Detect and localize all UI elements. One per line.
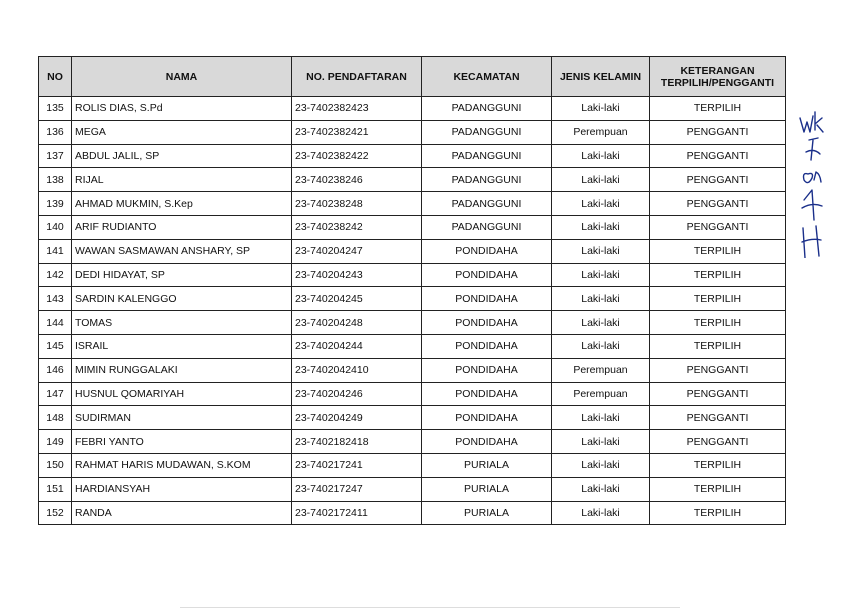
cell-no-pendaftaran: 23-740204246 xyxy=(292,382,422,406)
header-nama: NAMA xyxy=(72,57,292,97)
cell-no: 137 xyxy=(39,144,72,168)
table-row xyxy=(39,334,786,358)
cell-keterangan: TERPILIH xyxy=(650,311,786,335)
cell-no-pendaftaran: 23-7402382423 xyxy=(292,97,422,121)
cell-jenis-kelamin: Laki-laki xyxy=(552,97,650,121)
table-row xyxy=(39,287,786,311)
cell-no-pendaftaran: 23-740238242 xyxy=(292,215,422,239)
cell-no: 147 xyxy=(39,382,72,406)
cell-no: 144 xyxy=(39,311,72,335)
cell-jenis-kelamin: Laki-laki xyxy=(552,144,650,168)
cell-keterangan: TERPILIH xyxy=(650,501,786,525)
cell-kecamatan: PONDIDAHA xyxy=(422,287,552,311)
cell-keterangan: PENGGANTI xyxy=(650,120,786,144)
cell-jenis-kelamin: Laki-laki xyxy=(552,239,650,263)
cell-nama: FEBRI YANTO xyxy=(72,430,292,454)
cell-no-pendaftaran: 23-740204247 xyxy=(292,239,422,263)
cell-no: 151 xyxy=(39,477,72,501)
header-row xyxy=(39,57,786,97)
cell-no: 136 xyxy=(39,120,72,144)
cell-kecamatan: PADANGGUNI xyxy=(422,192,552,216)
cell-nama: RIJAL xyxy=(72,168,292,192)
handwritten-initials-signature xyxy=(796,108,826,258)
cell-nama: AHMAD MUKMIN, S.Kep xyxy=(72,192,292,216)
cell-no: 142 xyxy=(39,263,72,287)
cell-no-pendaftaran: 23-740204243 xyxy=(292,263,422,287)
cell-keterangan: TERPILIH xyxy=(650,334,786,358)
cell-kecamatan: PONDIDAHA xyxy=(422,311,552,335)
cell-nama: RAHMAT HARIS MUDAWAN, S.KOM xyxy=(72,453,292,477)
cell-keterangan: TERPILIH xyxy=(650,97,786,121)
cell-keterangan: PENGGANTI xyxy=(650,144,786,168)
cell-jenis-kelamin: Laki-laki xyxy=(552,287,650,311)
cell-jenis-kelamin: Laki-laki xyxy=(552,406,650,430)
cell-kecamatan: PONDIDAHA xyxy=(422,263,552,287)
cell-no: 140 xyxy=(39,215,72,239)
cell-jenis-kelamin: Laki-laki xyxy=(552,501,650,525)
cell-nama: DEDI HIDAYAT, SP xyxy=(72,263,292,287)
cell-nama: MIMIN RUNGGALAKI xyxy=(72,358,292,382)
cell-no-pendaftaran: 23-7402182418 xyxy=(292,430,422,454)
cell-jenis-kelamin: Laki-laki xyxy=(552,477,650,501)
table-row xyxy=(39,144,786,168)
table-body xyxy=(39,97,786,525)
cell-no-pendaftaran: 23-7402382421 xyxy=(292,120,422,144)
table-row xyxy=(39,406,786,430)
cell-jenis-kelamin: Perempuan xyxy=(552,382,650,406)
cell-no-pendaftaran: 23-740217241 xyxy=(292,453,422,477)
cell-keterangan: PENGGANTI xyxy=(650,406,786,430)
cell-jenis-kelamin: Laki-laki xyxy=(552,334,650,358)
cell-jenis-kelamin: Laki-laki xyxy=(552,263,650,287)
header-keterangan-line1: KETERANGAN xyxy=(680,64,755,77)
cell-jenis-kelamin: Laki-laki xyxy=(552,311,650,335)
table-row xyxy=(39,453,786,477)
table-row xyxy=(39,382,786,406)
cell-jenis-kelamin: Perempuan xyxy=(552,120,650,144)
cell-no-pendaftaran: 23-740204249 xyxy=(292,406,422,430)
cell-kecamatan: PONDIDAHA xyxy=(422,334,552,358)
cell-kecamatan: PONDIDAHA xyxy=(422,430,552,454)
cell-nama: SARDIN KALENGGO xyxy=(72,287,292,311)
cell-keterangan: PENGGANTI xyxy=(650,382,786,406)
cell-no: 141 xyxy=(39,239,72,263)
cell-no-pendaftaran: 23-740217247 xyxy=(292,477,422,501)
cell-keterangan: PENGGANTI xyxy=(650,215,786,239)
cell-nama: ARIF RUDIANTO xyxy=(72,215,292,239)
table-row xyxy=(39,501,786,525)
cell-no-pendaftaran: 23-740238248 xyxy=(292,192,422,216)
header-kecamatan: KECAMATAN xyxy=(422,57,552,97)
cell-keterangan: PENGGANTI xyxy=(650,168,786,192)
cell-kecamatan: PONDIDAHA xyxy=(422,406,552,430)
cell-jenis-kelamin: Laki-laki xyxy=(552,453,650,477)
cell-kecamatan: PONDIDAHA xyxy=(422,358,552,382)
cell-nama: HUSNUL QOMARIYAH xyxy=(72,382,292,406)
cell-keterangan: PENGGANTI xyxy=(650,430,786,454)
cell-no-pendaftaran: 23-7402042410 xyxy=(292,358,422,382)
cell-nama: WAWAN SASMAWAN ANSHARY, SP xyxy=(72,239,292,263)
cell-no-pendaftaran: 23-740238246 xyxy=(292,168,422,192)
cell-kecamatan: PURIALA xyxy=(422,501,552,525)
cell-kecamatan: PADANGGUNI xyxy=(422,168,552,192)
table-row xyxy=(39,192,786,216)
cell-jenis-kelamin: Laki-laki xyxy=(552,215,650,239)
cell-no-pendaftaran: 23-740204248 xyxy=(292,311,422,335)
cell-no: 145 xyxy=(39,334,72,358)
cell-no: 149 xyxy=(39,430,72,454)
cell-kecamatan: PADANGGUNI xyxy=(422,120,552,144)
table-row xyxy=(39,97,786,121)
cell-nama: ABDUL JALIL, SP xyxy=(72,144,292,168)
cell-no-pendaftaran: 23-7402172411 xyxy=(292,501,422,525)
header-keterangan xyxy=(650,57,786,97)
table-row xyxy=(39,358,786,382)
cell-nama: MEGA xyxy=(72,120,292,144)
cell-keterangan: TERPILIH xyxy=(650,477,786,501)
cell-no-pendaftaran: 23-740204244 xyxy=(292,334,422,358)
cell-nama: TOMAS xyxy=(72,311,292,335)
header-jenis-kelamin: JENIS KELAMIN xyxy=(552,57,650,97)
cell-keterangan: TERPILIH xyxy=(650,263,786,287)
cell-keterangan: PENGGANTI xyxy=(650,192,786,216)
table-row xyxy=(39,215,786,239)
cell-kecamatan: PONDIDAHA xyxy=(422,382,552,406)
cell-jenis-kelamin: Laki-laki xyxy=(552,192,650,216)
cell-no: 138 xyxy=(39,168,72,192)
cell-kecamatan: PADANGGUNI xyxy=(422,144,552,168)
cell-jenis-kelamin: Perempuan xyxy=(552,358,650,382)
cell-keterangan: TERPILIH xyxy=(650,453,786,477)
cell-no-pendaftaran: 23-740204245 xyxy=(292,287,422,311)
table-row xyxy=(39,430,786,454)
cell-no: 143 xyxy=(39,287,72,311)
cell-nama: SUDIRMAN xyxy=(72,406,292,430)
header-no: NO xyxy=(39,57,72,97)
cell-nama: HARDIANSYAH xyxy=(72,477,292,501)
cell-keterangan: TERPILIH xyxy=(650,287,786,311)
table-row xyxy=(39,311,786,335)
cell-no-pendaftaran: 23-7402382422 xyxy=(292,144,422,168)
header-no-pendaftaran: NO. PENDAFTARAN xyxy=(292,57,422,97)
cell-keterangan: PENGGANTI xyxy=(650,358,786,382)
cell-no: 135 xyxy=(39,97,72,121)
cell-kecamatan: PURIALA xyxy=(422,477,552,501)
table-row xyxy=(39,168,786,192)
cell-kecamatan: PURIALA xyxy=(422,453,552,477)
table-row xyxy=(39,263,786,287)
cell-kecamatan: PADANGGUNI xyxy=(422,97,552,121)
header-keterangan-line2: TERPILIH/PENGGANTI xyxy=(660,76,775,89)
cell-jenis-kelamin: Laki-laki xyxy=(552,168,650,192)
cell-jenis-kelamin: Laki-laki xyxy=(552,430,650,454)
cell-keterangan: TERPILIH xyxy=(650,239,786,263)
cell-nama: ISRAIL xyxy=(72,334,292,358)
results-table xyxy=(38,56,786,525)
cell-no: 150 xyxy=(39,453,72,477)
cell-kecamatan: PADANGGUNI xyxy=(422,215,552,239)
table-row xyxy=(39,120,786,144)
cell-no: 148 xyxy=(39,406,72,430)
cell-no: 146 xyxy=(39,358,72,382)
cell-no: 152 xyxy=(39,501,72,525)
cell-nama: ROLIS DIAS, S.Pd xyxy=(72,97,292,121)
cell-no: 139 xyxy=(39,192,72,216)
cell-nama: RANDA xyxy=(72,501,292,525)
cell-kecamatan: PONDIDAHA xyxy=(422,239,552,263)
table-row xyxy=(39,239,786,263)
table-row xyxy=(39,477,786,501)
page-edge-line xyxy=(180,607,680,608)
